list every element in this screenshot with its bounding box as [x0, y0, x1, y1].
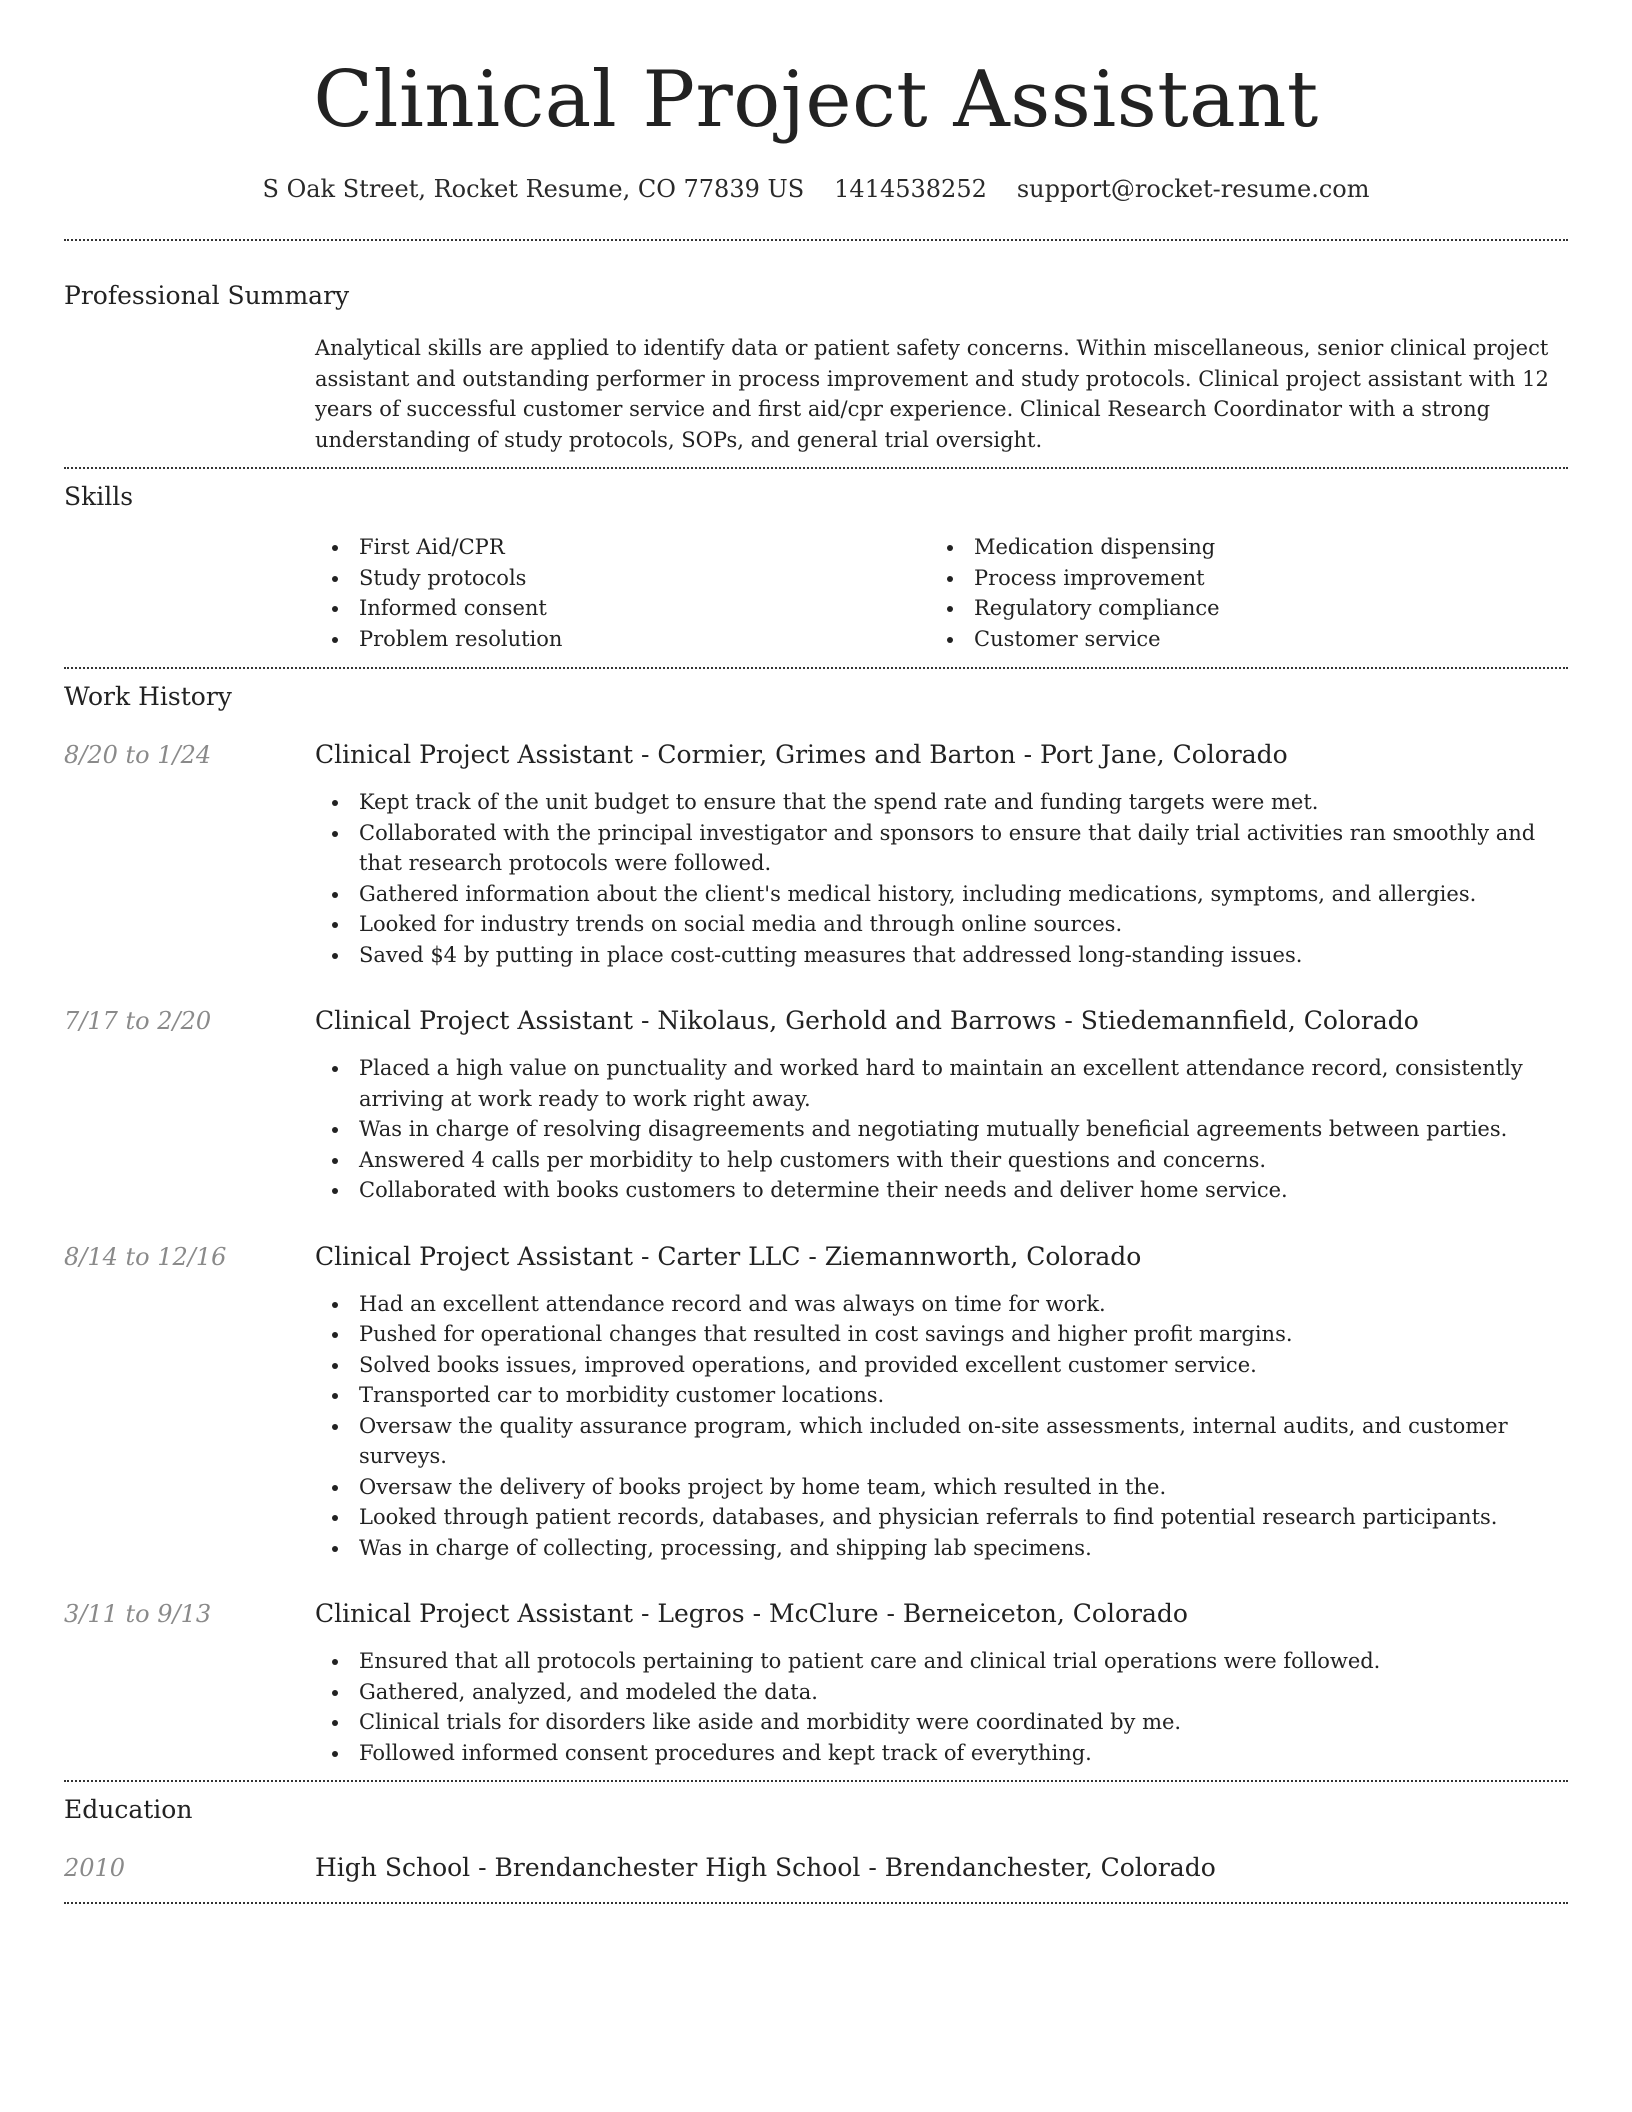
- job-bullets: [315, 1289, 1568, 1564]
- job-bullet: Was in charge of collecting, processing, and shipping lab specimens.: [315, 1533, 1568, 1564]
- job-bullet: Looked through patient records, databases, and physician referrals to find potential research participants.: [315, 1502, 1568, 1533]
- job-bullet: Ensured that all protocols pertaining to patient care and clinical trial operations were followed.: [315, 1646, 1568, 1677]
- resume-page: [64, 0, 1568, 1904]
- job-heading: Clinical Project Assistant - Legros - McClure - Berneiceton, Colorado: [315, 1599, 1188, 1628]
- phone: 1414538252: [834, 175, 987, 203]
- job-dates: 8/14 to 12/16: [64, 1242, 227, 1271]
- job-bullet: Looked for industry trends on social media and through online sources.: [315, 909, 1568, 940]
- job-bullet: Oversaw the delivery of books project by home team, which resulted in the.: [315, 1472, 1568, 1503]
- divider: [64, 667, 1568, 669]
- job-bullets: [315, 787, 1568, 970]
- job-entry: [64, 1006, 1568, 1206]
- divider: [64, 1780, 1568, 1782]
- divider: [64, 467, 1568, 469]
- job-entry: [64, 1599, 1568, 1768]
- job-dates: 7/17 to 2/20: [64, 1007, 212, 1035]
- skill-item: Medication dispensing: [930, 532, 1545, 563]
- job-bullet: Answered 4 calls per morbidity to help customers with their questions and concerns.: [315, 1145, 1568, 1176]
- candidate-name: Clinical Project Assistant: [313, 55, 1319, 145]
- job-bullet: Collaborated with books customers to determine their needs and deliver home service.: [315, 1175, 1568, 1206]
- job-entry: [64, 1242, 1568, 1564]
- skill-item: Process improvement: [930, 563, 1545, 594]
- job-bullets: [315, 1646, 1568, 1768]
- job-bullet: Gathered information about the client's medical history, including medications, symptoms, and allergies.: [315, 879, 1568, 910]
- skill-item: Problem resolution: [315, 624, 930, 655]
- job-bullet: Had an excellent attendance record and was always on time for work.: [315, 1289, 1568, 1320]
- education-heading: High School - Brendanchester High School - Brendanchester, Colorado: [315, 1853, 1216, 1882]
- summary-section-title: Professional Summary: [64, 281, 350, 310]
- skill-item: Regulatory compliance: [930, 593, 1545, 624]
- job-bullet: Was in charge of resolving disagreements and negotiating mutually beneficial agreements between parties.: [315, 1114, 1568, 1145]
- work-section-title: Work History: [64, 682, 232, 711]
- job-bullet: Oversaw the quality assurance program, which included on-site assessments, internal audits, and customer surveys.: [315, 1411, 1568, 1472]
- job-entry: [64, 740, 1568, 970]
- job-bullet: Solved books issues, improved operations, and provided excellent customer service.: [315, 1350, 1568, 1381]
- job-bullet: Pushed for operational changes that resulted in cost savings and higher profit margins.: [315, 1319, 1568, 1350]
- skills-column-left: [315, 532, 930, 654]
- education-dates: 2010: [64, 1854, 126, 1882]
- job-bullet: Gathered, analyzed, and modeled the data.: [315, 1677, 1568, 1708]
- job-bullet: Collaborated with the principal investigator and sponsors to ensure that daily trial activities ran smoothly and that research protocols were followed.: [315, 818, 1568, 879]
- job-heading: Clinical Project Assistant - Nikolaus, Gerhold and Barrows - Stiedemannfield, Colorado: [315, 1006, 1419, 1035]
- divider: [64, 1902, 1568, 1904]
- divider: [64, 239, 1568, 241]
- email: support@rocket-resume.com: [1016, 175, 1370, 203]
- skill-item: Customer service: [930, 624, 1545, 655]
- job-heading: Clinical Project Assistant - Cormier, Grimes and Barton - Port Jane, Colorado: [315, 740, 1288, 769]
- job-bullet: Placed a high value on punctuality and worked hard to maintain an excellent attendance record, consistently arriving at work ready to work right away.: [315, 1053, 1568, 1114]
- education-entry: [64, 1853, 1568, 1883]
- skills-section-title: Skills: [64, 482, 134, 511]
- job-bullet: Followed informed consent procedures and kept track of everything.: [315, 1738, 1568, 1769]
- summary-text: Analytical skills are applied to identify data or patient safety concerns. Within miscellaneous, senior clinical project assistant and outstanding performer in process improvement and study protocols. Clinical project assistant with 12 years of successful customer service and first aid/cpr experience. Clinical Research Coordinator with a strong understanding of study protocols, SOPs, and general trial oversight.: [315, 336, 1549, 452]
- job-bullet: Saved $4 by putting in place cost-cutting measures that addressed long-standing issues.: [315, 940, 1568, 971]
- job-dates: 3/11 to 9/13: [64, 1600, 212, 1628]
- contact-line: [64, 174, 1568, 204]
- address: S Oak Street, Rocket Resume, CO 77839 US: [262, 175, 805, 203]
- job-bullet: Transported car to morbidity customer locations.: [315, 1380, 1568, 1411]
- skill-item: First Aid/CPR: [315, 532, 930, 563]
- skills-list: [315, 532, 1568, 654]
- skills-column-right: [930, 532, 1545, 654]
- job-dates: 8/20 to 1/24: [64, 741, 212, 769]
- job-heading: Clinical Project Assistant - Carter LLC - Ziemannworth, Colorado: [315, 1241, 1142, 1271]
- skill-item: Study protocols: [315, 563, 930, 594]
- job-bullet: Kept track of the unit budget to ensure that the spend rate and funding targets were met.: [315, 787, 1568, 818]
- skill-item: Informed consent: [315, 593, 930, 624]
- job-bullet: Clinical trials for disorders like aside and morbidity were coordinated by me.: [315, 1707, 1568, 1738]
- education-section-title: Education: [64, 1795, 193, 1824]
- job-bullets: [315, 1053, 1568, 1206]
